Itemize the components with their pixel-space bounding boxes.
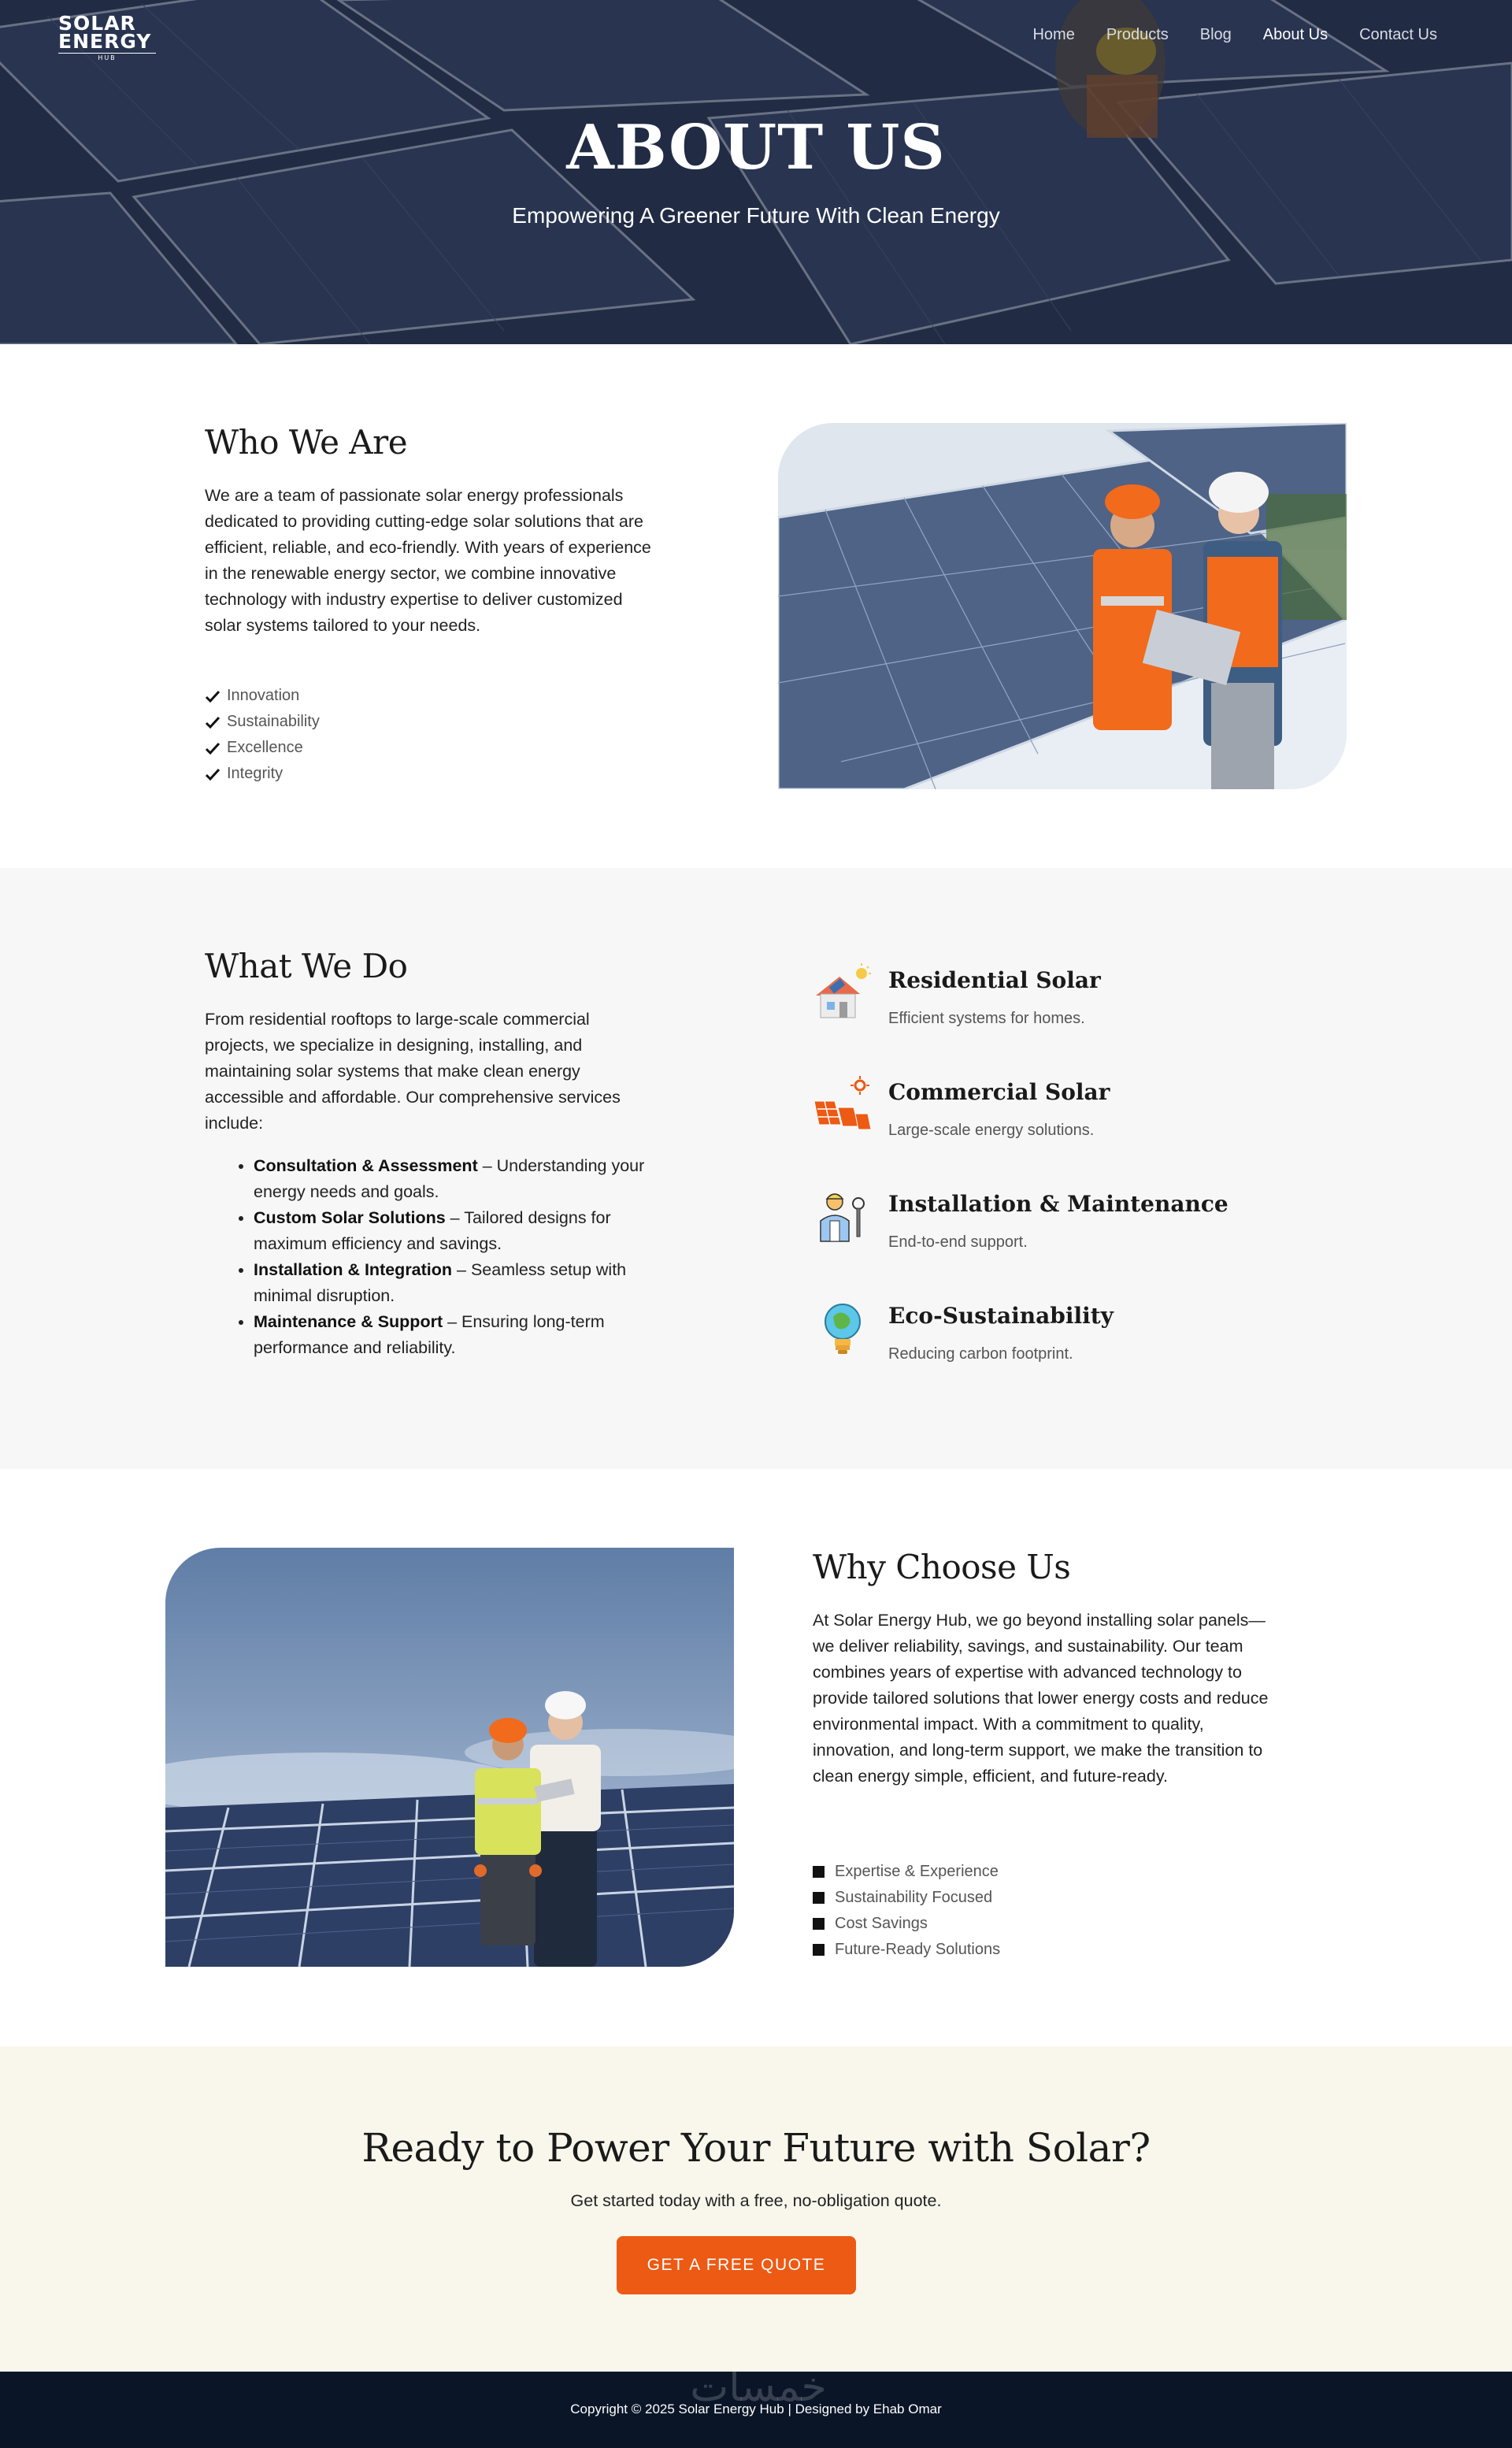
service-detail: – Seamless setup with minimal disruption. — [254, 1260, 627, 1305]
service-detail: – Understanding your energy needs and goals. — [254, 1156, 645, 1201]
site-footer — [0, 2364, 1512, 2448]
logo-line-hub: HUB — [58, 53, 156, 61]
services-bullet-list — [254, 1153, 663, 1361]
solar-panels-icon — [811, 1074, 874, 1137]
logo-line-solar: SOLAR — [58, 12, 136, 35]
list-item — [254, 1257, 663, 1309]
get-free-quote-button[interactable]: GET A FREE QUOTE — [617, 2236, 856, 2294]
hero-subtitle: Empowering A Greener Future With Clean Energy — [512, 203, 1000, 228]
list-item — [813, 1885, 1000, 1911]
eco-bulb-icon — [811, 1298, 874, 1361]
square-bullet-icon — [813, 1866, 825, 1878]
service-card-desc: End-to-end support. — [888, 1233, 1028, 1251]
check-icon — [205, 766, 220, 782]
nav-about-us[interactable]: About Us — [1262, 26, 1329, 43]
service-card-title: Commercial Solar — [888, 1079, 1110, 1105]
call-to-action-section — [0, 2046, 1512, 2372]
service-card-title: Installation & Maintenance — [888, 1191, 1228, 1217]
who-we-are-text: We are a team of passionate solar energy professionals dedicated to providing cutting-edge solar solutions that are efficient, reliable, and eco-friendly. With years of experience in the renewable energy sector, we combine innovative technology with industry expertise to deliver customized solar systems tailored to your needs. — [205, 486, 651, 635]
service-name: Installation & Integration — [254, 1260, 453, 1279]
list-item — [813, 1911, 1000, 1937]
list-item — [205, 761, 320, 787]
value-label: Excellence — [227, 739, 303, 756]
house-solar-icon — [811, 963, 874, 1026]
who-we-are-heading: Who We Are — [205, 423, 408, 462]
benefit-label: Expertise & Experience — [835, 1863, 999, 1880]
cta-heading: Ready to Power Your Future with Solar? — [361, 2125, 1151, 2171]
service-card-residential — [811, 963, 1252, 1041]
list-item — [813, 1937, 1000, 1963]
service-card-desc: Reducing carbon footprint. — [888, 1345, 1073, 1363]
hero-banner — [0, 0, 1512, 344]
nav-products[interactable]: Products — [1106, 26, 1169, 43]
photo-illustration — [778, 423, 1347, 789]
service-card-installation — [811, 1186, 1252, 1265]
team-photo-workers-inspecting-panels — [778, 423, 1347, 789]
what-we-do-section — [0, 868, 1512, 1469]
square-bullet-icon — [813, 1892, 825, 1904]
why-choose-us-section — [0, 1469, 1512, 2046]
service-card-title: Residential Solar — [888, 967, 1101, 993]
check-icon — [205, 688, 220, 704]
why-choose-us-heading: Why Choose Us — [813, 1548, 1071, 1586]
list-item — [813, 1859, 1000, 1885]
why-choose-us-text: At Solar Energy Hub, we go beyond installing solar panels—we deliver reliability, savings, and sustainability. Our team combines years of expertise with advanced technology to provide tailored solutions that lower energy costs and reduce environmental impact. With a commitment to quality, innovation, and long-term support, we make the transition to clean energy simple, efficient, and future-ready. — [813, 1611, 1269, 1786]
who-we-are-section — [0, 344, 1512, 868]
service-name: Maintenance & Support — [254, 1312, 443, 1331]
what-we-do-heading: What We Do — [205, 947, 408, 985]
check-icon — [205, 714, 220, 730]
service-card-title: Eco-Sustainability — [888, 1303, 1114, 1329]
nav-blog[interactable]: Blog — [1199, 26, 1232, 43]
watermark-logo: خمسات — [690, 2364, 827, 2411]
photo-illustration — [165, 1548, 734, 1967]
service-card-desc: Efficient systems for homes. — [888, 1010, 1085, 1027]
service-card-eco — [811, 1298, 1252, 1377]
list-item — [254, 1153, 663, 1205]
list-item — [254, 1309, 663, 1361]
service-detail: – Ensuring long-term performance and reliability. — [254, 1312, 605, 1357]
list-item — [205, 735, 320, 761]
benefits-list — [813, 1859, 1000, 1963]
service-card-commercial — [811, 1074, 1252, 1153]
engineers-photo-solar-field — [165, 1548, 734, 1967]
service-detail: – Tailored designs for maximum efficiency and savings. — [254, 1208, 611, 1253]
logo-line-energy: ENERGY — [58, 30, 152, 53]
benefit-label: Sustainability Focused — [835, 1889, 993, 1906]
service-card-desc: Large-scale energy solutions. — [888, 1122, 1095, 1139]
service-name: Custom Solar Solutions — [254, 1208, 446, 1227]
benefit-label: Future-Ready Solutions — [835, 1941, 1001, 1958]
value-label: Innovation — [227, 687, 300, 704]
benefit-label: Cost Savings — [835, 1915, 928, 1932]
square-bullet-icon — [813, 1944, 825, 1956]
check-icon — [205, 740, 220, 756]
service-name: Consultation & Assessment — [254, 1156, 478, 1175]
list-item — [254, 1205, 663, 1257]
cta-text: Get started today with a free, no-obligation quote. — [570, 2191, 942, 2210]
nav-contact-us[interactable]: Contact Us — [1359, 26, 1437, 43]
technician-icon — [811, 1186, 874, 1249]
values-list — [205, 683, 320, 787]
list-item — [205, 709, 320, 735]
main-nav — [1032, 26, 1437, 44]
square-bullet-icon — [813, 1918, 825, 1930]
site-logo[interactable] — [58, 14, 161, 60]
page-title: ABOUT US — [566, 112, 946, 184]
nav-home[interactable]: Home — [1032, 26, 1075, 43]
value-label: Integrity — [227, 765, 284, 782]
what-we-do-text: From residential rooftops to large-scale commercial projects, we specialize in designing, installing, and maintaining solar systems that make clean energy accessible and affordable. Our comprehensive services include: — [205, 1010, 621, 1133]
value-label: Sustainability — [227, 713, 320, 730]
copyright-text: Copyright © 2025 Solar Energy Hub | Designed by Ehab Omar — [570, 2402, 942, 2416]
list-item — [205, 683, 320, 709]
